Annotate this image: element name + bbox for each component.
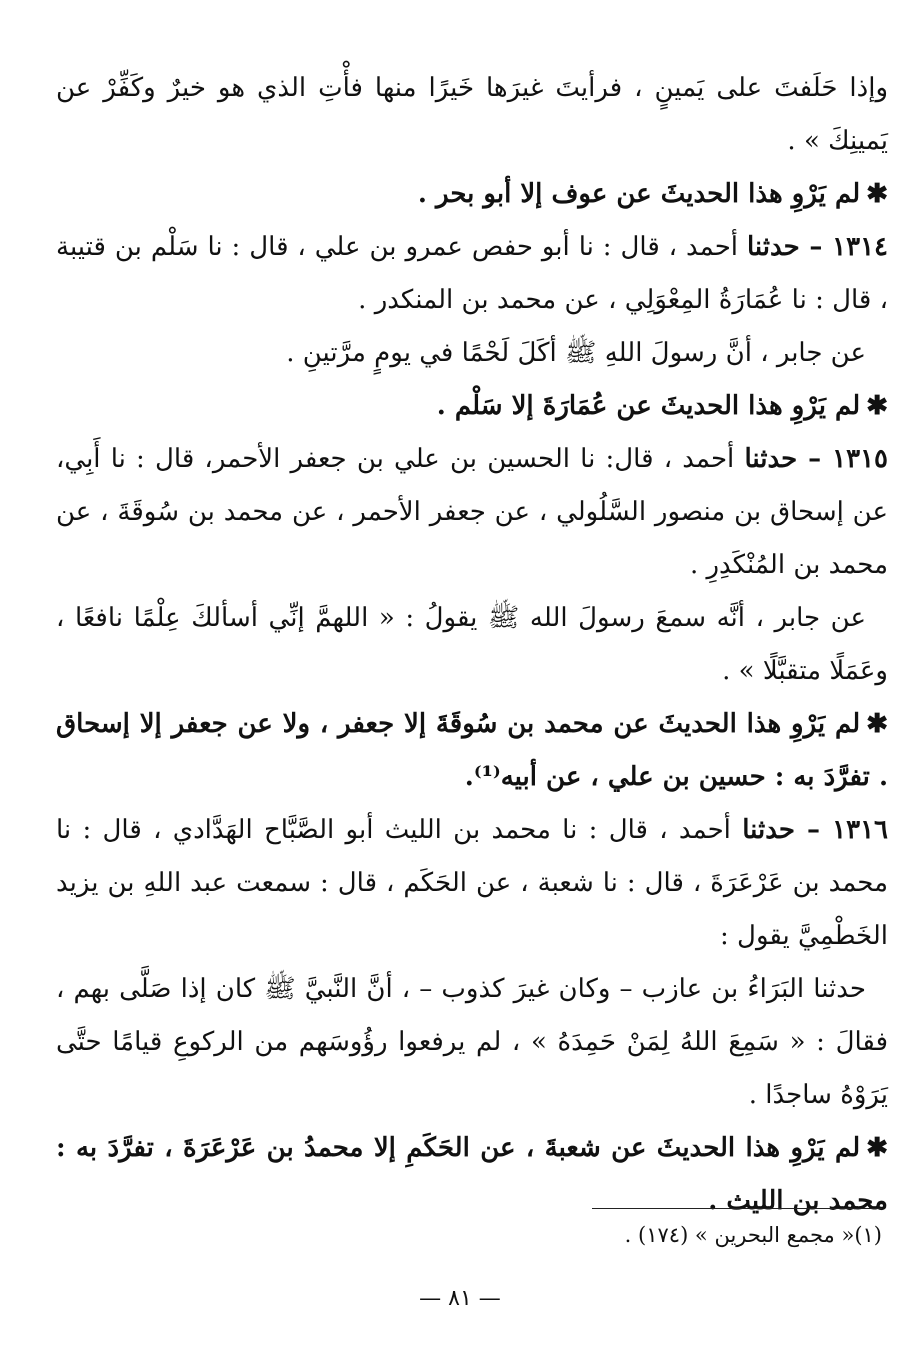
hadith-note — [56, 168, 888, 221]
hadith-entry-1314: ١٣١٤ – حدثنا أحمد ، قال : نا أبو حفص عمرو بن علي ، قال : نا سَلْم بن قتيبة ، قال : نا عُمَارَةُ المِعْوَلِي ، عن محمد بن المنكدر . — [56, 232, 889, 315]
hadith-chain: أحمد ، قال : نا محمد بن الليث أبو الصَّبَّاح الهَدَّادي ، قال : نا محمد بن عَرْعَرَةَ ، قال : نا شعبة ، عن الحَكَم ، قال : سمعت عبد اللهِ بن يزيد الخَطْمِيَّ يقول : — [56, 815, 888, 951]
note-text: لم يَرْوِ هذا الحديثَ عن شعبةَ ، عن الحَكَمِ إلا محمدُ بن عَرْعَرَةَ ، تفرَّدَ به : محمد بن الليث . — [56, 1133, 888, 1216]
asterisk-icon: ✱ — [866, 1133, 888, 1163]
hadith-number: ١٣١٥ — [832, 444, 888, 474]
hadith-note — [56, 1122, 888, 1228]
hadith-number: ١٣١٦ — [832, 815, 888, 845]
asterisk-icon: ✱ — [866, 709, 888, 739]
hadith-number: ١٣١٤ — [832, 232, 889, 262]
hadith-intro: حدثنا — [744, 444, 798, 474]
hadith-intro: حدثنا — [742, 815, 795, 845]
note-text: لم يَرْوِ هذا الحديثَ عن محمد بن سُوقَةَ إلا جعفر ، ولا عن جعفر إلا إسحاق . تفرَّدَ به : حسين بن علي ، عن أبيه⁽¹⁾. — [56, 709, 888, 792]
page-body — [56, 62, 888, 1228]
hadith-intro: حدثنا — [746, 232, 800, 262]
asterisk-icon: ✱ — [866, 391, 888, 421]
footnote-divider — [592, 1208, 882, 1209]
footnote: (١)« مجمع البحرين » (١٧٤) . — [624, 1223, 882, 1247]
hadith-entry-1315: ١٣١٥ – حدثنا أحمد ، قال: نا الحسين بن علي بن جعفر الأحمر، قال : نا أَبِي، عن إسحاق بن منصور السَّلُولي ، عن جعفر الأحمر ، عن محمد بن سُوقَةَ ، عن محمد بن المُنْكَدِرِ . — [56, 444, 888, 580]
hadith-note — [56, 380, 888, 433]
hadith-chain: أحمد ، قال : نا أبو حفص عمرو بن علي ، قال : نا سَلْم بن قتيبة ، قال : نا عُمَارَةُ المِعْوَلِي ، عن محمد بن المنكدر . — [56, 232, 888, 315]
page-number: — ٨١ — — [419, 1286, 501, 1311]
hadith-entry-1316: ١٣١٦ – حدثنا أحمد ، قال : نا محمد بن الليث أبو الصَّبَّاح الهَدَّادي ، قال : نا محمد بن عَرْعَرَةَ ، قال : نا شعبة ، عن الحَكَم ، قال : سمعت عبد اللهِ بن يزيد الخَطْمِيَّ يقول : — [56, 815, 888, 951]
hadith-text: عن جابر ، أنَّه سمعَ رسولَ الله ﷺ يقولُ : « اللهمَّ إنِّي أسألكَ عِلْمًا نافعًا ، وعَمَلًا متقبَّلًا » . — [56, 603, 888, 686]
asterisk-icon: ✱ — [866, 179, 888, 209]
hadith-note — [56, 698, 888, 804]
text-paragraph: وإذا حَلَفتَ على يَمينٍ ، فرأيتَ غيرَها خَيرًا منها فأْتِ الذي هو خيرٌ وكَفِّرْ عن يَمينِكَ » . — [56, 73, 888, 156]
hadith-chain: أحمد ، قال: نا الحسين بن علي بن جعفر الأحمر، قال : نا أَبِي، عن إسحاق بن منصور السَّلُولي ، عن جعفر الأحمر ، عن محمد بن سُوقَةَ ، عن محمد بن المُنْكَدِرِ . — [56, 444, 888, 580]
note-text: لم يَرْوِ هذا الحديثَ عن عُمَارَةَ إلا سَلْم . — [436, 391, 861, 421]
note-text: لم يَرْوِ هذا الحديثَ عن عوف إلا أبو بحر . — [417, 179, 861, 209]
hadith-text: حدثنا البَرَاءُ بن عازب – وكان غيرَ كذوب – ، أنَّ النَّبيَّ ﷺ كان إذا صَلَّى بهم ، فقالَ : « سَمِعَ اللهُ لِمَنْ حَمِدَهُ » ، لم يرفعوا رؤُوسَهم من الركوعِ قيامًا حتَّى يَرَوْهُ ساجدًا . — [56, 974, 888, 1110]
hadith-text: عن جابر ، أنَّ رسولَ اللهِ ﷺ أكَلَ لَحْمًا في يومٍ مرَّتينِ . — [286, 338, 866, 368]
